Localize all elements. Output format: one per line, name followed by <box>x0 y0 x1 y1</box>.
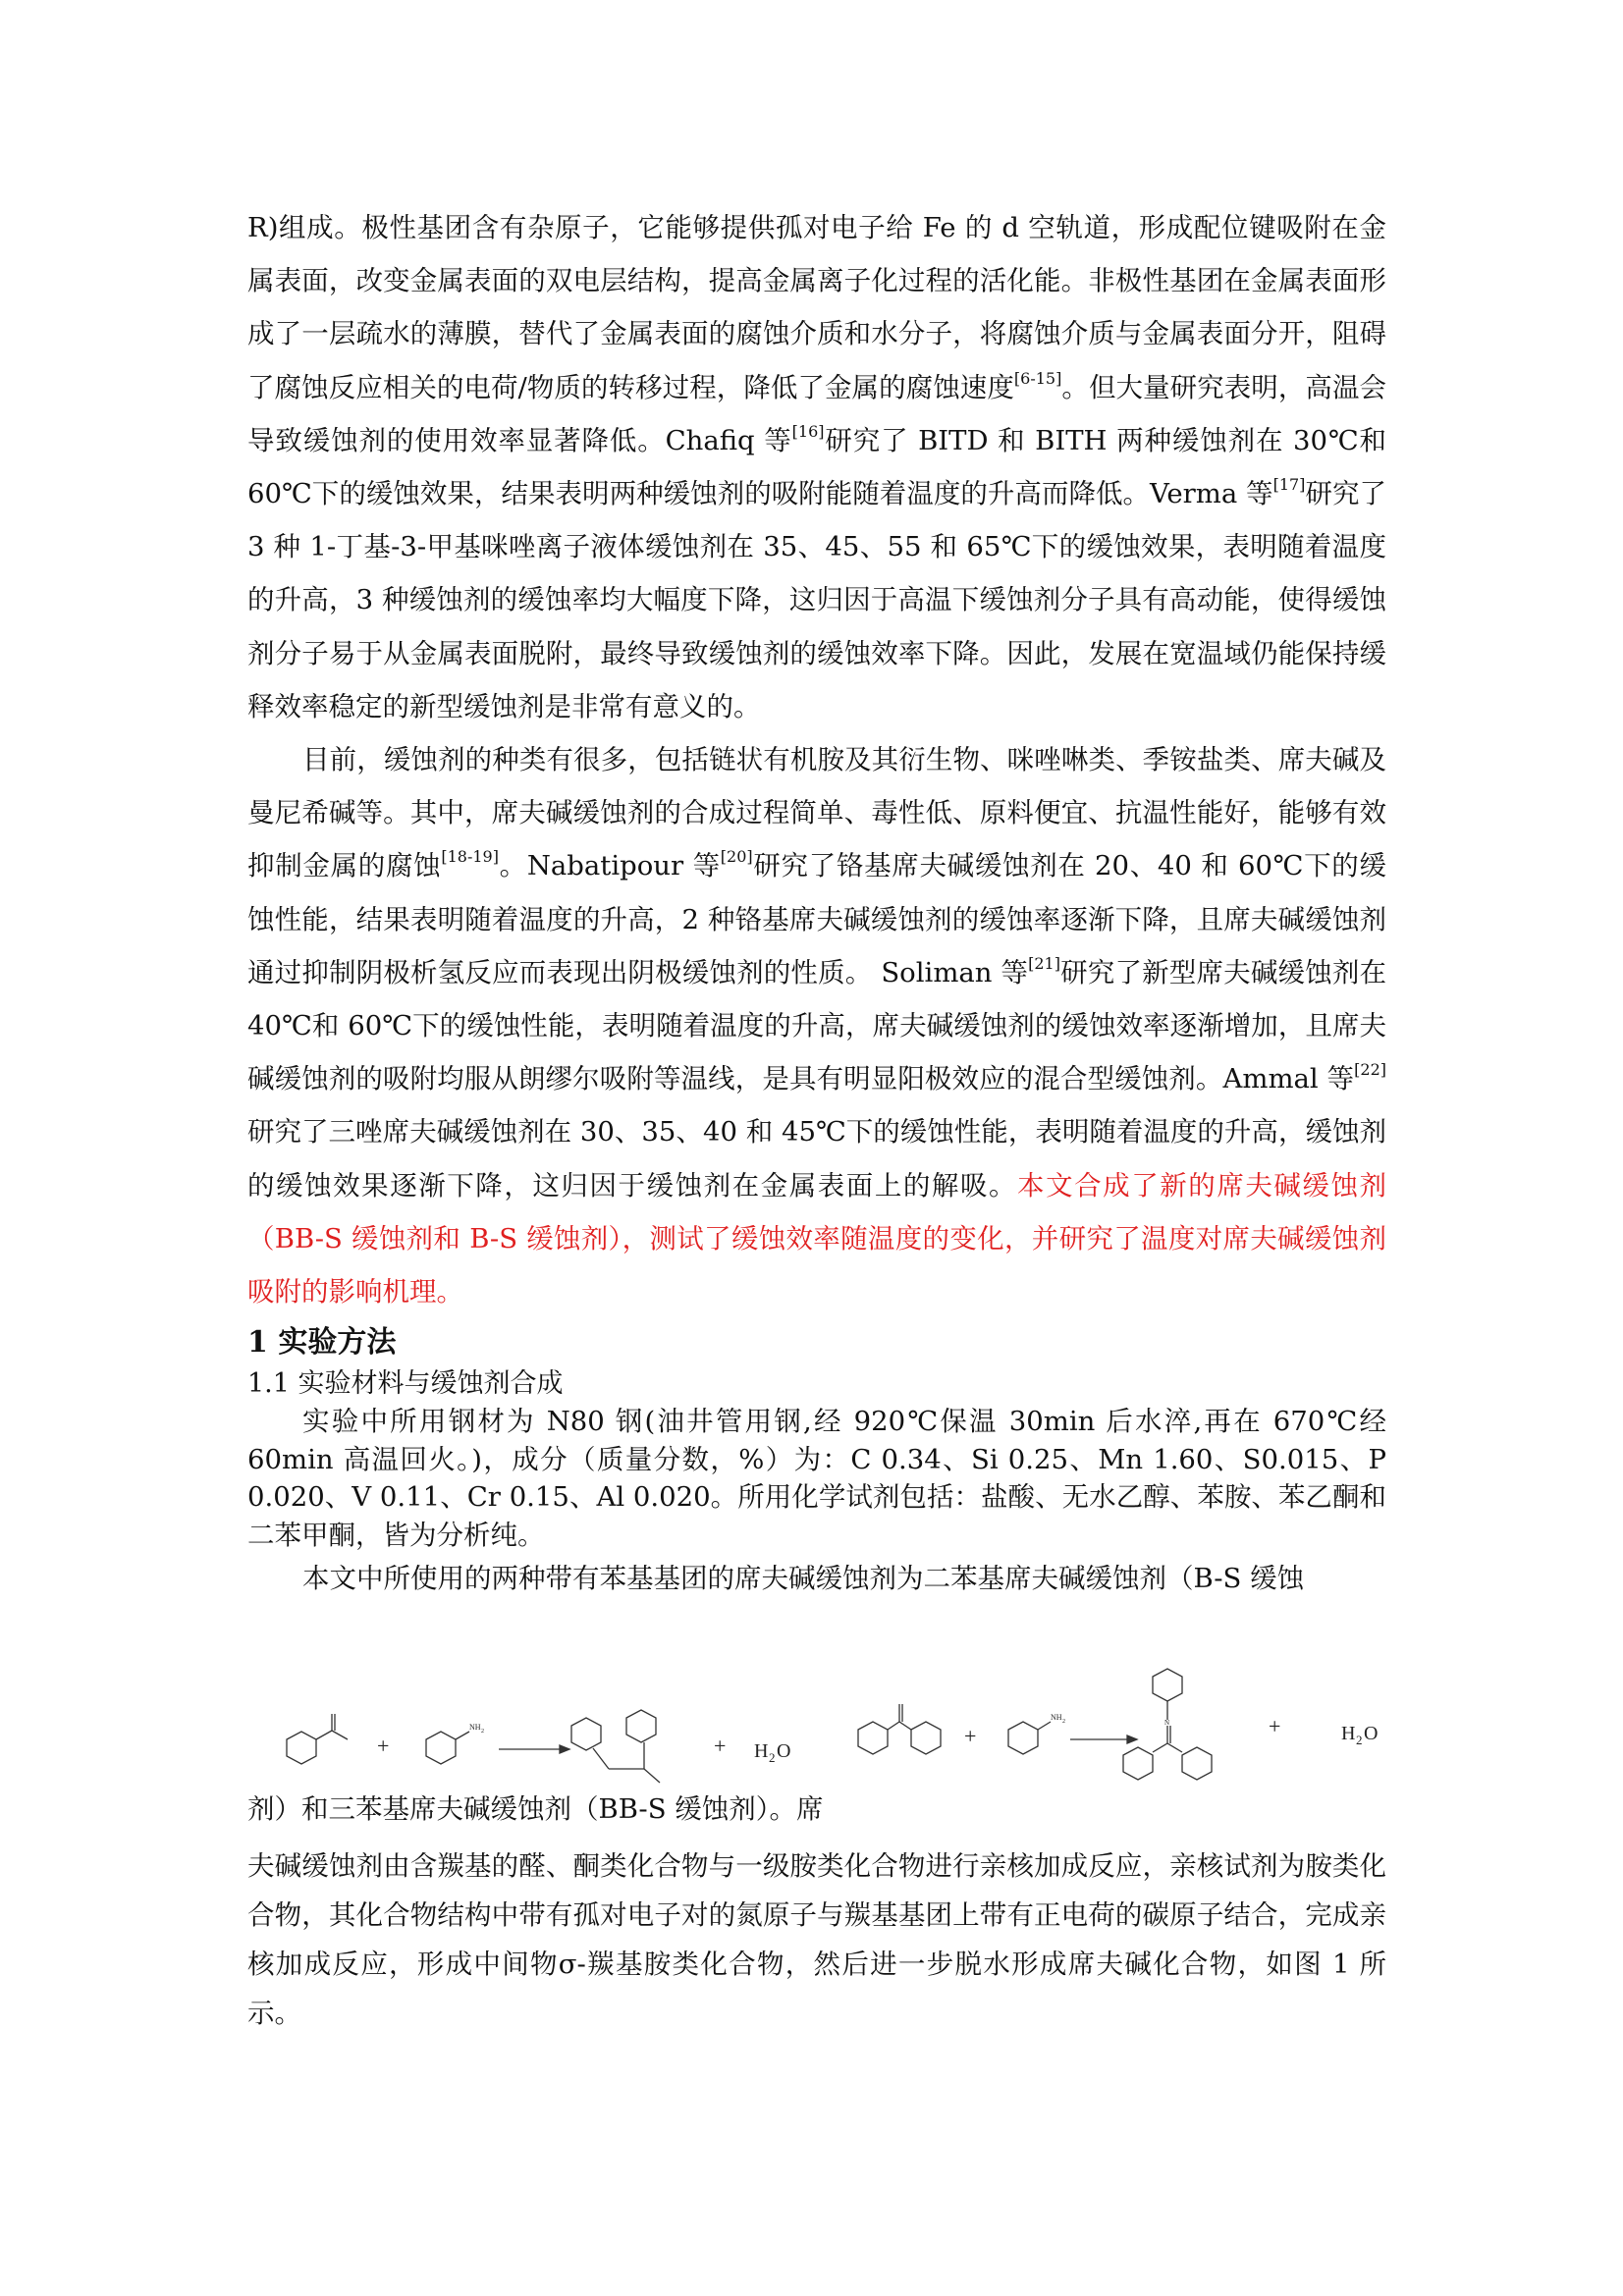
text-run: 研究了三唑席夫碱缓蚀剂在 30、35、40 和 45℃下的缓蚀性能，表明随着温度的升高，缓蚀剂的缓蚀效果逐渐下降，这归因于缓蚀剂在金属表面上的解吸。 <box>247 1116 1386 1201</box>
citation: [17] <box>1272 475 1306 495</box>
plus-sign: + <box>964 1724 977 1748</box>
svg-text:H: H <box>1341 1723 1356 1744</box>
aniline-structure-2 <box>1008 1722 1051 1754</box>
text-run: 目前，缓蚀剂的种类有很多，包括链状有机胺及其衍生物、咪唑啉类、季铵盐类、席夫碱及曼尼希碱等。其中，席夫碱缓蚀剂的合成过程简单、毒性低、原料便宜、抗温性能好，能够有效抑制金属的腐蚀 <box>247 744 1386 882</box>
citation: [20] <box>720 847 753 867</box>
amine-label: NH <box>1051 1713 1062 1722</box>
text-run: 研究了 3 种 1-丁基-3-甲基咪唑离子液体缓蚀剂在 35、45、55 和 65℃下的缓蚀效果，表明随着温度的升高，3 种缓蚀剂的缓蚀率均大幅度下降，这归因于高温下缓蚀剂分子具有高动能，使得缓蚀剂分子易于从金属表面脱附，最终导致缓蚀剂的缓蚀效率下降。因此，发展在宽温域仍能保持缓释效率稳定的新型缓蚀剂是非常有意义的。 <box>247 478 1386 722</box>
paragraph-6: 夫碱缓蚀剂由含羰基的醛、酮类化合物与一级胺类化合物进行亲核加成反应，亲核试剂为胺类化合物，其化合物结构中带有孤对电子对的氮原子与羰基基团上带有正电荷的碳原子结合，完成亲核加成反应，形成中间物σ-羰基胺类化合物，然后进一步脱水形成席夫碱化合物，如图 1 所示。 <box>247 1850 1386 2029</box>
text-run: 研究了 BITD 和 BITH 两种缓蚀剂在 30℃和 60℃下的缓蚀效果，结果表明两种缓蚀剂的吸附能随着温度的升高而降低。Verma 等 <box>247 424 1386 510</box>
amine-subscript: 2 <box>1062 1719 1065 1725</box>
svg-text:O: O <box>1364 1723 1379 1744</box>
paragraph-5: 剂）和三苯基席夫碱缓蚀剂（BB-S 缓蚀剂）。席 <box>247 1793 824 1825</box>
subsection-heading: 1.1 实验材料与缓蚀剂合成 <box>247 1368 564 1400</box>
plus-sign: + <box>714 1734 727 1758</box>
text-run: R)组成。极性基团含有杂原子，它能够提供孤对电子给 Fe 的 d 空轨道，形成配位键吸附在金属表面，改变金属表面的双电层结构，提高金属离子化过程的活化能。非极性基团在金属表面形成了一层疏水的薄膜，替代了金属表面的腐蚀介质和水分子，将腐蚀介质与金属表面分开，阻碍了腐蚀反应相关的电荷/物质的转移过程，降低了金属的腐蚀速度 <box>247 212 1386 403</box>
water-formula-2 <box>1341 1723 1378 1747</box>
text-run: 。Nabatipour 等 <box>498 850 721 882</box>
text-run: 研究了新型席夫碱缓蚀剂在 40℃和 60℃下的缓蚀性能，表明随着温度的升高，席夫碱缓蚀剂的缓蚀效率逐渐增加，且席夫碱缓蚀剂的吸附均服从朗缪尔吸附等温线，是具有明显阳极效应的混合型缓蚀剂。Ammal 等 <box>247 956 1387 1095</box>
citation: [21] <box>1028 953 1060 973</box>
svg-text:H: H <box>754 1740 769 1762</box>
svg-text:O: O <box>777 1740 791 1762</box>
amine-label: NH <box>469 1723 481 1732</box>
acetophenone-structure <box>287 1714 348 1764</box>
reaction-scheme <box>247 1659 1386 1787</box>
aniline-structure-1 <box>426 1732 469 1764</box>
amine-subscript: 2 <box>481 1729 484 1735</box>
benzophenone-structure <box>858 1704 941 1754</box>
nitrogen-label: N <box>1164 1719 1170 1727</box>
plus-sign: + <box>1269 1714 1281 1738</box>
paragraph-1 <box>247 201 1386 733</box>
arrow-head <box>560 1745 569 1753</box>
plus-sign: + <box>377 1734 390 1758</box>
section-heading: 1 实验方法 <box>247 1325 397 1361</box>
paragraph-3: 实验中所用钢材为 N80 钢(油井管用钢,经 920℃保温 30min 后水淬,再在 670℃经 60min 高温回火。)，成分（质量分数，%）为：C 0.34、Si 0.25、Mn 1.60、S0.015、P 0.020、V 0.11、Cr 0.15、Al 0.020。所用化学试剂包括：盐酸、无水乙醇、苯胺、苯乙酮和二苯甲酮，皆为分析纯。 <box>247 1406 1386 1551</box>
text-after-scheme <box>247 1785 1386 2038</box>
svg-text:2: 2 <box>769 1750 776 1765</box>
arrow-head <box>1127 1735 1137 1743</box>
main-text <box>247 201 1386 1598</box>
schiff-base-product-1 <box>571 1710 660 1783</box>
highlighted-text: 本文合成了新的席夫碱缓蚀剂（BB-S 缓蚀剂和 B-S 缓蚀剂），测试了缓蚀效率随温度的变化，并研究了温度对席夫碱缓蚀剂吸附的影响机理。 <box>247 1169 1387 1308</box>
reaction-scheme-figure <box>247 1659 1386 1787</box>
citation: [18-19] <box>441 847 499 867</box>
citation: [6-15] <box>1013 368 1062 388</box>
water-formula-1 <box>754 1740 790 1765</box>
paragraph-2 <box>247 733 1386 1318</box>
text-run: 研究了铬基席夫碱缓蚀剂在 20、40 和 60℃下的缓蚀性能，结果表明随着温度的升高，2 种铬基席夫碱缓蚀剂的缓蚀率逐渐下降，且席夫碱缓蚀剂通过抑制阴极析氢反应而表现出阴极缓蚀剂的性质。 Soliman 等 <box>247 850 1386 988</box>
svg-text:2: 2 <box>1356 1733 1363 1747</box>
materials-block <box>247 1403 1386 1598</box>
paragraph-4: 本文中所使用的两种带有苯基基团的席夫碱缓蚀剂为二苯基席夫碱缓蚀剂（B-S 缓蚀 <box>302 1563 1305 1595</box>
citation: [22] <box>1354 1060 1386 1080</box>
text-run: 。但大量研究表明，高温会导致缓蚀剂的使用效率显著降低。Chafiq 等 <box>247 371 1386 456</box>
citation: [16] <box>791 421 825 441</box>
